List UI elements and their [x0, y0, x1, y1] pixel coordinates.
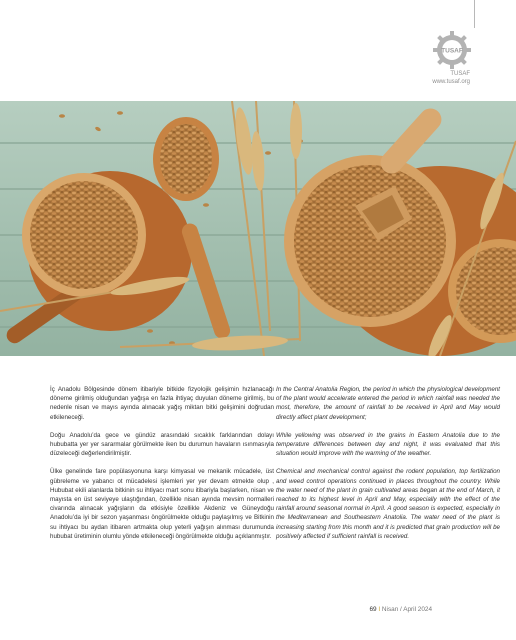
tr-paragraph-1: İç Anadolu Bölgesinde dönem itibariyle bitkide fizyolojik gelişimin hızlanacağı döneme girilmiş olduğundan yağışa en fazla ihtiyaç duyulan döneme girilmiş, bu nedenle nisan ve mayıs ayında alınacak yağış miktarı bitki gelişimini doğrudan etkileneceği.	[50, 386, 274, 421]
header-divider	[474, 0, 475, 28]
brand-name: TUSAF	[450, 71, 470, 77]
footer-separator: I	[378, 606, 381, 613]
brand-url[interactable]: www.tusaf.org	[432, 79, 470, 85]
en-paragraph-3: Chemical and mechanical control against the rodent population, top fertilization and weed control operations continued in places throughout the country. While the water need of the plant in grain cultivated areas began at the end of March, it reached to its highest level in April and May, especially with the effect of the rainfall around seasonal normal in April. A good season is expected, especially in the Mediterranean and Southeastern Anatolia. The water need of the plant is increasing starting from this month and it is predicted that grain production will be positively affected if sufficient rainfall is received.	[276, 468, 500, 540]
english-text-column	[276, 385, 500, 550]
logo-text: TUSAF	[441, 47, 463, 55]
tr-paragraph-2: Doğu Anadolu’da gece ve gündüz arasındaki sıcaklık farklarından dolayı hububatta yer yer sararmalar görülmekte iken bu durumun havaların ısınmasıyla düzeleceği değerlendirilmiştir.	[50, 431, 274, 458]
en-paragraph-1: In the Central Anatolia Region, the period in which the physiological development of the plant would accelerate entered the period in which rainfall was needed the most, therefore, the amount of rainfall to be received in April and May would directly affect plant development;	[276, 386, 500, 421]
page-footer	[369, 606, 432, 613]
tusaf-logo	[432, 30, 472, 70]
wheat-grains-photo	[0, 101, 516, 356]
turkish-text-column	[50, 385, 274, 550]
issue-date: Nisan / April 2024	[381, 606, 432, 613]
page-number: 69	[369, 606, 377, 613]
tr-paragraph-3: Ülke genelinde fare popülasyonuna karşı kimyasal ve mekanik mücadele, üst gübreleme ve yabancı ot mücadelesi işlemleri yer yer devam etmekte olup , Hububat ekili alanlarda bitkinin su ihtiyacı mart sonu itibariyla başlarken, nisan ve mayısta en üst seviyeye ulaştığından, özellikle nisan ayında mevsim normalleri civarında alınacak yağışların da etkisiyle özellikle Akdeniz ve Güneydoğu Anadolu’da iyi bir sezon yaşanması öngörülmekte olduğu paylaşılmış ve Bitkinin su ihtiyacı bu aydan itibaren artmakta olup yeterli yağışın alınması durumunda hububat üretiminin olumlu yönde etkileneceği öngörülmekte olduğu açıklanmıştır.	[50, 468, 274, 540]
brand-block	[432, 70, 470, 86]
en-paragraph-2: While yellowing was observed in the grains in Eastern Anatolia due to the temperature differences between day and night, it was evaluated that this situation would improve with the warming of the weather.	[276, 431, 500, 458]
